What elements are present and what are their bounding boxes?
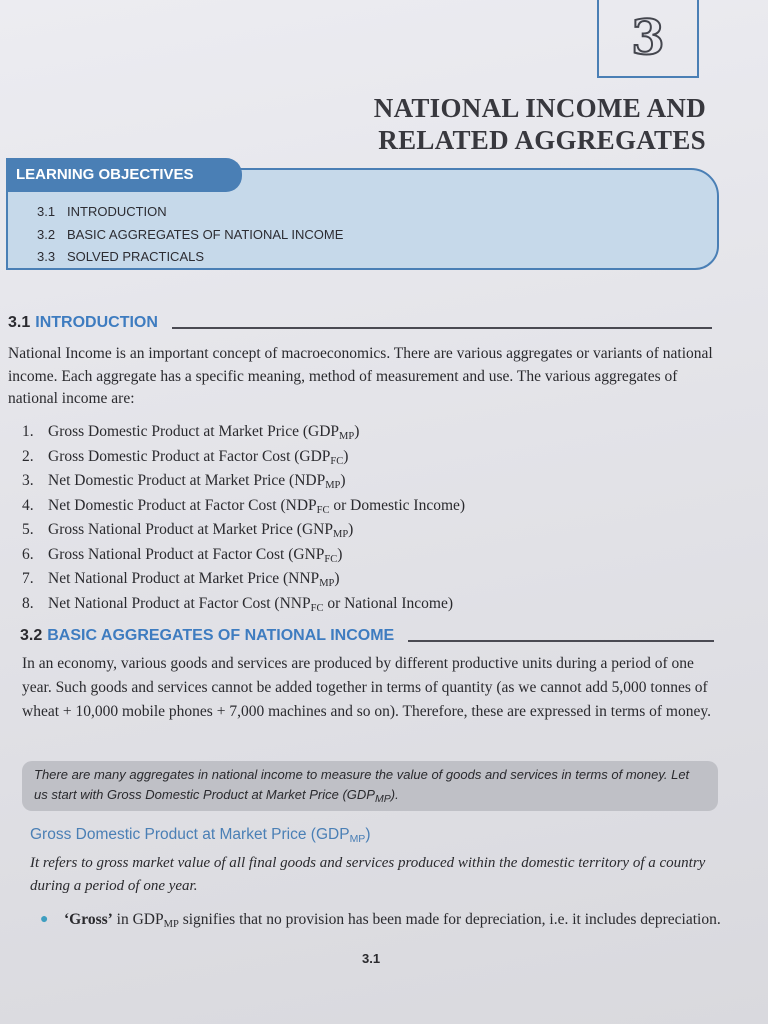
intro-paragraph: National Income is an important concept of macroeconomics. There are various aggregates or variants of national income. Each aggregate has a specific meaning, method of measurement and use. The various aggregates of national income are: bbox=[8, 345, 713, 407]
gdp-mp-subheading: Gross Domestic Product at Market Price $(GDP_{MP})$ bbox=[30, 826, 371, 845]
aggregate-item bbox=[22, 567, 465, 592]
learning-objective-item bbox=[37, 201, 343, 224]
bullet-icon: ● bbox=[40, 912, 49, 927]
aggregate-item bbox=[22, 445, 465, 470]
aggregate-text: Gross Domestic Product at Market Price $(GDP_{MP})$ bbox=[48, 423, 360, 442]
section-number: 3.2 bbox=[20, 627, 43, 644]
aggregate-text: Gross National Product at Market Price $(GNP_{MP})$ bbox=[48, 521, 354, 540]
section-title: INTRODUCTION bbox=[35, 314, 158, 331]
chapter-number-box bbox=[597, 0, 699, 78]
objective-number: 3.1 bbox=[37, 204, 56, 219]
note-text-end: ). bbox=[390, 787, 399, 802]
aggregate-number: 5. bbox=[22, 521, 34, 538]
aggregate-item bbox=[22, 420, 465, 445]
learning-objective-item bbox=[37, 224, 343, 247]
objective-text: SOLVED PRACTICALS bbox=[67, 249, 205, 264]
bullet-item bbox=[40, 908, 730, 932]
aggregates-list bbox=[22, 420, 465, 616]
section-rule bbox=[408, 640, 714, 642]
note-subscript: MP bbox=[374, 793, 391, 805]
note-box bbox=[22, 761, 718, 811]
learning-objectives-list bbox=[37, 201, 343, 269]
objective-text: BASIC AGGREGATES OF NATIONAL INCOME bbox=[67, 226, 344, 242]
page-number: 3.1 bbox=[362, 951, 381, 966]
aggregate-item bbox=[22, 592, 465, 617]
aggregate-text: Net Domestic Product at Factor Cost ($NDP_{FC}$ or Domestic Income) bbox=[48, 496, 466, 516]
learning-objectives-heading: LEARNING OBJECTIVES bbox=[6, 158, 242, 192]
objective-number: 3.2 bbox=[37, 226, 56, 242]
aggregate-number: 1. bbox=[22, 423, 34, 440]
section-heading-basic-aggregates bbox=[20, 627, 714, 645]
learning-objective-item bbox=[37, 246, 343, 269]
chapter-title-line-2: RELATED AGGREGATES bbox=[378, 125, 706, 155]
objective-number: 3.3 bbox=[37, 249, 56, 264]
aggregate-number: 4. bbox=[22, 496, 34, 514]
aggregate-text: Net National Product at Factor Cost ($NNP_{FC}$ or National Income) bbox=[48, 594, 454, 614]
aggregate-text: Net Domestic Product at Market Price $(NDP_{MP})$ bbox=[48, 472, 346, 491]
aggregate-text: Gross Domestic Product at Factor Cost $(GDP_{FC})$ bbox=[48, 447, 349, 467]
note-text: There are many aggregates in national income to measure the value of goods and services in terms of money. Let us start with Gross Domestic Product at Market Price (GDP bbox=[34, 767, 690, 802]
section-title: BASIC AGGREGATES OF NATIONAL INCOME bbox=[47, 627, 395, 644]
aggregate-number: 8. bbox=[22, 594, 34, 612]
section-heading-introduction bbox=[8, 314, 712, 332]
aggregate-item bbox=[22, 518, 465, 543]
aggregate-number: 6. bbox=[22, 545, 34, 563]
aggregate-text: Net National Product at Market Price $(NNP_{MP})$ bbox=[48, 570, 340, 589]
basic-aggregates-paragraph: In an economy, various goods and services are produced by different productive units during a period of one year. Such goods and services cannot be added together in terms of quantity (as we cannot add 5,000 tonnes of wheat + 10,000 mobile phones + 7,000 machines and so on). Therefore, these are expressed in terms of money. bbox=[22, 655, 711, 720]
aggregate-item bbox=[22, 494, 465, 519]
objective-text: INTRODUCTION bbox=[67, 204, 167, 219]
aggregate-number: 2. bbox=[22, 447, 34, 465]
aggregate-item bbox=[22, 543, 465, 568]
aggregate-number: 3. bbox=[22, 472, 34, 489]
chapter-title bbox=[374, 92, 706, 156]
gdp-mp-definition: It refers to gross market value of all final goods and services produced within the domestic territory of a country during a period of one year. bbox=[30, 855, 706, 894]
aggregate-text: Gross National Product at Factor Cost $(GNP_{FC})$ bbox=[48, 545, 343, 565]
bullet-text: ‘Gross’ in $GDP_{MP}$ signifies that no provision has been made for depreciation, i.e. it includes depreciation. bbox=[64, 911, 721, 930]
section-number: 3.1 bbox=[8, 314, 31, 331]
section-rule bbox=[172, 327, 712, 329]
aggregate-item bbox=[22, 469, 465, 494]
chapter-title-line-1: NATIONAL INCOME AND bbox=[373, 93, 706, 123]
aggregate-number: 7. bbox=[22, 570, 34, 587]
chapter-number: 3 bbox=[631, 10, 665, 66]
